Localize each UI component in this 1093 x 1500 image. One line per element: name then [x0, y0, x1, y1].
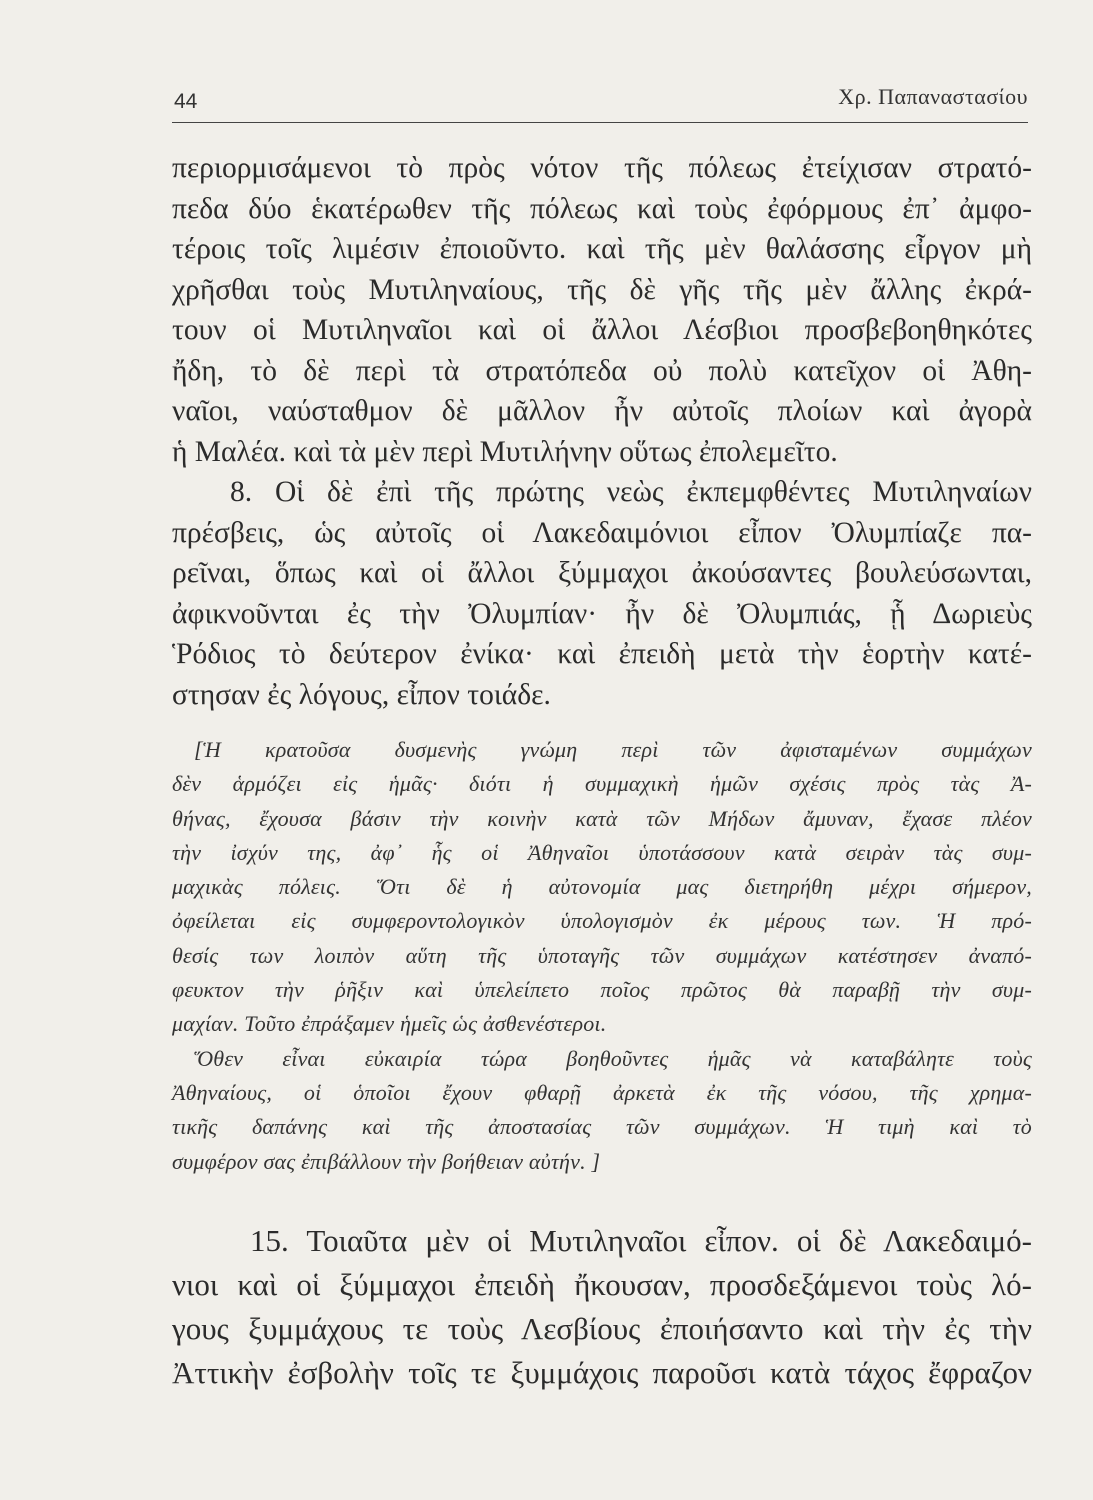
- text-line: ναῖοι, ναύσταθμον δὲ μᾶλλον ἦν αὐτοῖς πλοίων καὶ ἀγορὰ: [172, 395, 1032, 427]
- note-line: μαχίαν. Τοῦτο ἐπράξαμεν ἡμεῖς ὡς ἀσθενέστεροι.: [172, 1011, 607, 1037]
- text-line: στησαν ἐς λόγους, εἶπον τοιάδε.: [172, 678, 551, 711]
- text-line: ἤδη, τὸ δὲ περὶ τὰ στρατόπεδα οὐ πολὺ κατεῖχον οἱ Ἀθη-: [172, 354, 1032, 387]
- main-text-continued: [172, 1219, 1032, 1395]
- note-line: τὴν ἰσχύν της, ἀφ᾽ ἧς οἱ Ἀθηναῖοι ὑποτάσσουν κατὰ σειρὰν τὰς συμ-: [172, 839, 1032, 865]
- text-line: νιοι καὶ οἱ ξύμμαχοι ἐπειδὴ ἤκουσαν, προσδεξάμενοι τοὺς λό-: [172, 1267, 1032, 1302]
- header-rule: [172, 122, 1028, 123]
- text-line: γους ξυμμάχους τε τοὺς Λεσβίους ἐποιήσαντο καὶ τὴν ἐς τὴν: [172, 1311, 1032, 1346]
- text-line: ρεῖναι, ὅπως καὶ οἱ ἄλλοι ξύμμαχοι ἀκούσαντες βουλεύσωνται,: [172, 557, 1032, 589]
- paragraph-1: [172, 148, 1032, 472]
- text-line: τέροις τοῖς λιμέσιν ἐποιοῦντο. καὶ τῆς μὲν θαλάσσης εἶργον μὴ: [172, 233, 1032, 265]
- text-line: Ἀττικὴν ἐσβολὴν τοῖς τε ξυμμάχοις παροῦσι κατὰ τάχος ἔφραζον: [172, 1355, 1032, 1390]
- note-paragraph-2: [172, 1042, 1032, 1179]
- text-line: πεδα δύο ἑκατέρωθεν τῆς πόλεως καὶ τοὺς ἐφόρμους ἐπ᾽ ἀμφο-: [172, 192, 1032, 225]
- text-line: 8. Οἱ δὲ ἐπὶ τῆς πρώτης νεὼς ἐκπεμφθέντες Μυτιληναίων: [230, 476, 1032, 508]
- note-line: [Ἡ κρατοῦσα δυσμενὴς γνώμη περὶ τῶν ἀφισταμένων συμμάχων: [194, 737, 1032, 762]
- text-line: περιορμισάμενοι τὸ πρὸς νότον τῆς πόλεως ἐτείχισαν στρατό-: [172, 152, 1032, 184]
- note-line: φευκτον τὴν ῥῆξιν καὶ ὑπελείπετο ποῖος πρῶτος θὰ παραβῇ τὴν συμ-: [172, 977, 1032, 1003]
- note-paragraph-1: [172, 733, 1032, 1042]
- note-line: δὲν ἁρμόζει εἰς ἡμᾶς· διότι ἡ συμμαχικὴ ἡμῶν σχέσις πρὸς τὰς Ἀ-: [172, 771, 1032, 797]
- text-line: πρέσβεις, ὡς αὐτοῖς οἱ Λακεδαιμόνιοι εἶπον Ὀλυμπίαζε πα-: [172, 516, 1032, 549]
- note-line: Ἀθηναίους, οἱ ὁποῖοι ἔχουν φθαρῇ ἀρκετὰ ἐκ τῆς νόσου, τῆς χρημα-: [172, 1079, 1032, 1105]
- paragraph-2: [172, 472, 1032, 715]
- page-header: [172, 80, 1028, 120]
- note-line: συμφέρον σας ἐπιβάλλουν τὴν βοήθειαν αὐτήν. ]: [172, 1148, 601, 1174]
- text-line: ἡ Μαλέα. καὶ τὰ μὲν περὶ Μυτιλήνην οὕτως ἐπολεμεῖτο.: [172, 435, 838, 468]
- note-line: θεσίς των λοιπὸν αὕτη τῆς ὑποταγῆς τῶν συμμάχων κατέστησεν ἀναπό-: [172, 942, 1032, 968]
- note-line: τικῆς δαπάνης καὶ τῆς ἀποστασίας τῶν συμμάχων. Ἡ τιμὴ καὶ τὸ: [172, 1114, 1032, 1140]
- text-line: ἀφικνοῦνται ἐς τὴν Ὀλυμπίαν· ἦν δὲ Ὀλυμπιάς, ᾗ Δωριεὺς: [172, 597, 1032, 630]
- running-head-author: Χρ. Παπαναστασίου: [838, 84, 1028, 109]
- translation-note: [172, 733, 1032, 1179]
- page-number: 44: [174, 90, 198, 113]
- text-line: 15. Τοιαῦτα μὲν οἱ Μυτιληναῖοι εἶπον. οἱ δὲ Λακεδαιμό-: [250, 1223, 1032, 1258]
- text-line: χρῆσθαι τοὺς Μυτιληναίους, τῆς δὲ γῆς τῆς μὲν ἄλλης ἐκρά-: [172, 273, 1032, 306]
- text-line: τουν οἱ Μυτιληναῖοι καὶ οἱ ἄλλοι Λέσβιοι προσβεβοηθηκότες: [172, 314, 1032, 346]
- text-line: Ῥόδιος τὸ δεύτερον ἐνίκα· καὶ ἐπειδὴ μετὰ τὴν ἑορτὴν κατέ-: [172, 638, 1032, 670]
- main-text: [172, 148, 1032, 715]
- paragraph-3: [172, 1219, 1032, 1395]
- note-line: μαχικὰς πόλεις. Ὅτι δὲ ἡ αὐτονομία μας διετηρήθη μέχρι σήμερον,: [172, 874, 1032, 900]
- note-line: Ὅθεν εἶναι εὐκαιρία τώρα βοηθοῦντες ἡμᾶς νὰ καταβάλητε τοὺς: [194, 1045, 1032, 1071]
- note-line: θήνας, ἔχουσα βάσιν τὴν κοινὴν κατὰ τῶν Μήδων ἄμυναν, ἔχασε πλέον: [172, 805, 1032, 831]
- note-line: ὀφείλεται εἰς συμφεροντολογικὸν ὑπολογισμὸν ἐκ μέρους των. Ἡ πρό-: [172, 908, 1032, 934]
